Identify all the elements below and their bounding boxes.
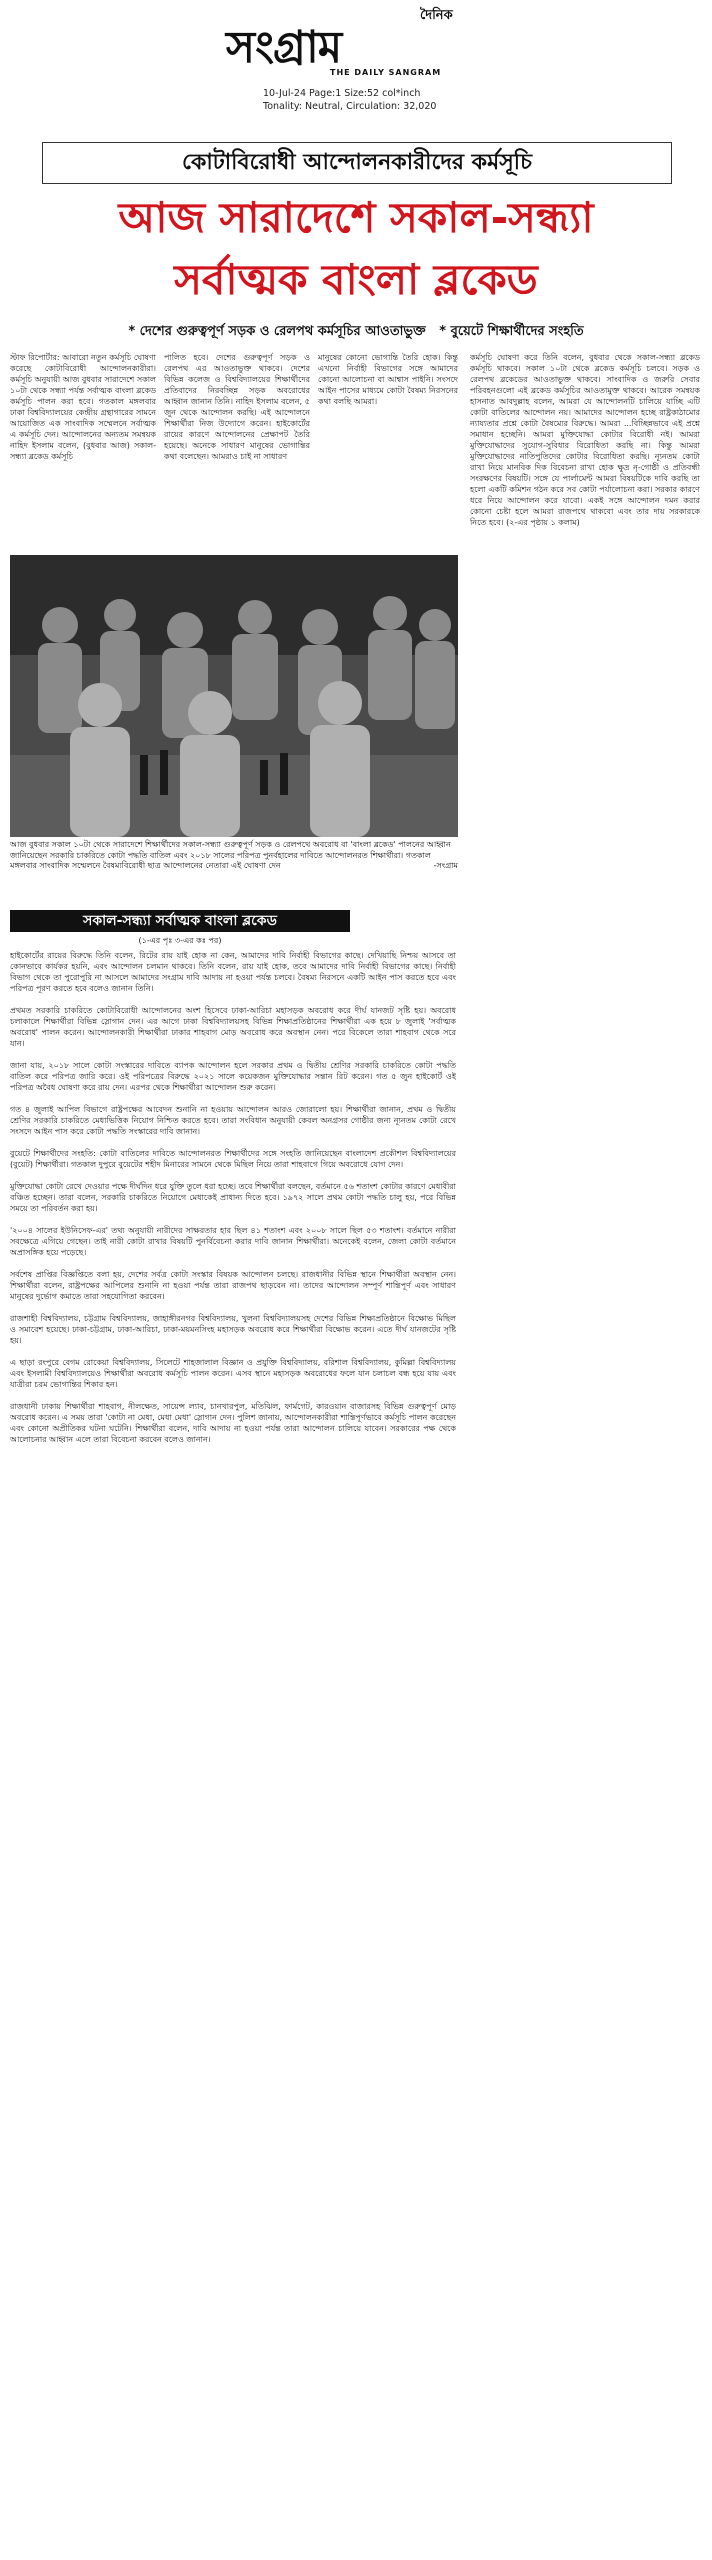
- headline-line-1: আজ সারাদেশে সকাল-সন্ধ্যা: [118, 193, 594, 242]
- continuation-body-text: হাইকোর্টের রায়ের বিরুদ্ধে তিনি বলেন, রিটের রায় যাই হোক না কেন, আমাদের দাবি নির্বাহী বিভাগের কাছে। দেখিয়াছি নিশ্চয় আসবে তা কোনভাবে কার্যকর হয়নি, এবং আন্দোলন চলমান থাকবে। তিনি বলেন, রায় যাই হোক, তবে আমাদের দাবি নির্বাহী বিভাগের কাছে। নির্বাহী বিভাগ থেকে তা পুরোপুরি না আসলে আমাদের সংগ্রাম দাবি আদায় না হওয়া পর্যন্ত চলবে। বৈষম্য নিরসনে একটি আইন পাস করতে হবে এবং পরিপত্র পূরণ করতে হবে বলেও জানান তিনি। প্রথমত সরকারি চাকরিতে কোটাবিরোধী আন্দোলনের অংশ হিসেবে ঢাকা-আরিচা মহাসড়ক অবরোধ করে দীর্ঘ যানজট সৃষ্টি হয়। অবরোধ চলাকালে শিক্ষার্থীরা বিভিন্ন স্লোগান দেন। এর আগে ঢাকা বিশ্ববিদ্যালয়সহ বিভিন্ন শিক্ষাপ্রতিষ্ঠানের শিক্ষার্থীরা এক হয়ে ৮ জুলাই 'সর্বাত্মক অবরোধ' পালন করেন। আন্দোলনকারী শিক্ষার্থীরা ঢাকার শাহবাগ মোড় অবরোধ করে অবস্থান নেন। পরে বিকেলে তারা শাহবাগ থেকে সরে যান। জানা যায়, ২০১৮ সালে কোটা সংস্কারের দাবিতে ব্যাপক আন্দোলন হলে সরকার প্রথম ও দ্বিতীয় শ্রেণির সরকারি চাকরিতে কোটা পদ্ধতি বাতিল করে পরিপত্র জারি করে। ওই পরিপত্রের বিরুদ্ধে ২০২১ সালে কয়েকজন মুক্তিযোদ্ধার সন্তান রিট করেন। গত ৫ জুন হাইকোর্ট ওই পরিপত্র অবৈধ ঘোষণা করে রায় দেন। এরপর থেকে শিক্ষার্থীরা আন্দোলন শুরু করেন। গত ৪ জুলাই আপিল বিভাগে রাষ্ট্রপক্ষের আবেদন শুনানি না হওয়ায় আন্দোলন আরও জোরালো হয়। শিক্ষার্থীরা জানান, প্রথম ও দ্বিতীয় শ্রেণির সরকারি চাকরিতে মেধাভিত্তিক নিয়োগ নিশ্চিত করতে হবে। তারা সংবিধান অনুযায়ী কেবল অনগ্রসর গোষ্ঠীর জন্য ন্যূনতম কোটা রেখে সংসদে আইন পাস করে কোটা পদ্ধতি সংস্কারের দাবি জানান। বুয়েটে শিক্ষার্থীদের সংহতি: কোটা বাতিলের দাবিতে আন্দোলনরত শিক্ষার্থীদের সঙ্গে সংহতি জানিয়েছেন বাংলাদেশ প্রকৌশল বিশ্ববিদ্যালয়ের (বুয়েট) শিক্ষার্থীরা। গতকাল দুপুরে বুয়েটের শহীদ মিনারের সামনে থেকে মিছিল নিয়ে তারা শাহবাগে গিয়ে অবরোধে যোগ দেন। মুক্তিযোদ্ধা কোটা রেখে দেওয়ার পক্ষে দীর্ঘদিন ধরে যুক্তি তুলে ধরা হচ্ছে। তবে শিক্ষার্থীরা বলছেন, বর্তমানে ৫৬ শতাংশ কোটার কারণে মেধাবীরা বঞ্চিত হচ্ছেন। তারা বলেন, সরকারি চাকরিতে নিয়োগে মেধাকেই প্রাধান্য দিতে হবে। ১৯৭২ সালে প্রথম কোটা পদ্ধতি চালু হয়, পরে বিভিন্ন সময়ে তা পরিবর্তন করা হয়। '২০০৪ সালের ইউনিসেফ-এর' তথ্য অনুযায়ী নারীদের সাক্ষরতার হার ছিল ৪১ শতাংশ এবং ২০০৮ সালে ছিল ৫৩ শতাংশ। বর্তমানে নারীরা সবক্ষেত্রে এগিয়ে গেছেন। তাই নারী কোটা রাখার বিষয়টি পুনর্বিবেচনা করার দাবি জানান শিক্ষার্থীরা। অনেকেই বলেন, জেলা কোটা বর্তমানে অপ্রাসঙ্গিক হয়ে পড়েছে। সর্বশেষ প্রাপ্তির বিজ্ঞপ্তিতে বলা হয়, দেশের সর্বত্র কোটা সংস্কার বিষয়ক আন্দোলন চলছে। রাজধানীর বিভিন্ন স্থানে শিক্ষার্থীরা অবস্থান নেন। শিক্ষার্থীরা বলেন, রাষ্ট্রপক্ষের আপিলের শুনানি না হওয়া পর্যন্ত তারা রাজপথ ছাড়বেন না। তাদের আন্দোলন সম্পূর্ণ শান্তিপূর্ণ এবং সাধারণ মানুষের দুর্ভোগ কমাতে তারা সহযোগিতা করবেন। রাজশাহী বিশ্ববিদ্যালয়, চট্টগ্রাম বিশ্ববিদ্যালয়, জাহাঙ্গীরনগর বিশ্ববিদ্যালয়, খুলনা বিশ্ববিদ্যালয়সহ দেশের বিভিন্ন শিক্ষাপ্রতিষ্ঠানে বিক্ষোভ মিছিল ও সমাবেশ হয়েছে। ঢাকা-চট্টগ্রাম, ঢাকা-আরিচা, ঢাকা-ময়মনসিংহ মহাসড়ক অবরোধ করে শিক্ষার্থীরা বিক্ষোভ করেন। এতে দীর্ঘ যানজটের সৃষ্টি হয়। এ ছাড়া রংপুরে বেগম রোকেয়া বিশ্ববিদ্যালয়, সিলেটে শাহজালাল বিজ্ঞান ও প্রযুক্তি বিশ্ববিদ্যালয়, বরিশাল বিশ্ববিদ্যালয়, কুমিল্লা বিশ্ববিদ্যালয় এবং ইসলামী বিশ্ববিদ্যালয়েও শিক্ষার্থীরা অবরোধ কর্মসূচি পালন করেন। এসব স্থানে মহাসড়ক অবরোধের ফলে যান চলাচল বন্ধ হয়ে যায় এবং যাত্রীরা চরম ভোগান্তির শিকার হন। রাজধানী ঢাকায় শিক্ষার্থীরা শাহবাগ, নীলক্ষেত, সায়েন্স ল্যাব, চানখারপুল, মতিঝিল, ফার্মগেট, কারওয়ান বাজারসহ বিভিন্ন গুরুত্বপূর্ণ মোড় অবরোধ করেন। এ সময় তারা 'কোটা না মেধা, মেধা মেধা' স্লোগান দেন। পুলিশ জানায়, আন্দোলনকারীরা শান্তিপূর্ণভাবে কর্মসূচি পালন করেছেন এবং কোনো অপ্রীতিকর ঘটনা ঘটেনি। শিক্ষার্থীরা বলেন, দাবি আদায় না হওয়া পর্যন্ত তারা আন্দোলন চালিয়ে যাবেন। সরকারের পক্ষ থেকে আলোচনার আহ্বান এলে তারা বিবেচনা করবেন বলেও জানান।: [10, 951, 456, 1444]
- clip-meta-line-2: Tonality: Neutral, Circulation: 32,020: [263, 101, 437, 112]
- subhead-1: * দেশের গুরুত্বপূর্ণ সড়ক ও রেলপথ কর্মসূচির আওতাভুক্ত: [128, 324, 426, 339]
- headline-line-2: সর্বাত্মক বাংলা ব্লকেড: [174, 255, 538, 304]
- clip-meta-line-1: 10-Jul-24 Page:1 Size:52 col*inch: [263, 88, 421, 99]
- newspaper-english-name: THE DAILY SANGRAM: [330, 68, 442, 77]
- continuation-body: [10, 950, 456, 2546]
- press-conference-photo: [10, 555, 458, 837]
- photo-illustration: [10, 555, 458, 837]
- subhead: [20, 322, 692, 343]
- newspaper-logo: সংগ্রাম: [226, 22, 342, 73]
- masthead-daily: দৈনিক: [420, 8, 453, 23]
- article-col-2: পালিত হবে। দেশের গুরুত্বপূর্ণ সড়ক ও রেলপথ এর আওতাভুক্ত থাকবে। দেশের বিভিন্ন কলেজ ও বিশ্ববিদ্যালয়ের শিক্ষার্থীদের প্রতিবাদের নিরবচ্ছিন্ন সড়ক অবরোধের আহ্বান জানান তিনি। নাহিদ ইসলাম বলেন, ৫ জুন থেকে আন্দোলন করছি। এই আন্দোলনে শিক্ষার্থীরা নিজ উদ্যোগে করেন। হাইকোর্টের রায়ের কারণে আন্দোলনের প্রেক্ষাপট তৈরি হয়েছে। অনেকে সাধারণ মানুষের ভোগান্তির কথা বলেছেন। আমরাও চাই না সাধারণ: [164, 353, 310, 461]
- article-col-1: স্টাফ রিপোর্টার: আবারো নতুন কর্মসূচি ঘোষণা করেছে কোটাবিরোধী আন্দোলনকারীরা। কর্মসূচি অনুযায়ী আজ বুধবার সারাদেশে সকাল ১০টা থেকে সন্ধ্যা পর্যন্ত সর্বাত্মক বাংলা ব্লকেড কর্মসূচি পালন করা হবে। গতকাল মঙ্গলবার ঢাকা বিশ্ববিদ্যালয়ের কেন্দ্রীয় গ্রন্থাগারের সামনে আয়োজিত এক সাংবাদিক সম্মেলনে সর্বাত্মক এ কর্মসূচি দেন। আন্দোলনের অন্যতম সমন্বয়ক নাহিদ ইসলাম বলেন, (বুধবার আজ) সকাল-সন্ধ্যা ব্লকেড কর্মসূচি: [10, 353, 156, 461]
- photo-caption-text: আজ বুধবার সকাল ১০টা থেকে সারাদেশে শিক্ষার্থীদের সকাল-সন্ধ্যা গুরুত্বপূর্ণ সড়ক ও রেলপথে অবরোধ বা 'বাংলা ব্লকেড' পালনের আহ্বান জানিয়েছেন সরকারি চাকরিতে কোটা পদ্ধতি বাতিল এবং ২০১৮ সালের পরিপত্র পুনর্বহালের দাবিতে আন্দোলনরত শিক্ষার্থীরা। গতকাল মঙ্গলবার সাংবাদিক সম্মেলনে বৈষম্যবিরোধী ছাত্র আন্দোলনের নেতারা এই ঘোষণা দেন: [10, 840, 451, 870]
- continuation-note: (১-এর পৃঃ ৩-এর কঃ পর): [138, 936, 222, 945]
- masthead: [220, 6, 520, 98]
- article-col-3: মানুষের কোনো ভোগান্তি তৈরি হোক। কিন্তু এখনো নির্বাহী বিভাগের সঙ্গে আমাদের কোনো আলোচনা বা আশ্বাস পাইনি। সংসদে আইন পাসের মাধ্যমে কোটা বৈষম্য নিরসনের কথা বলছি আমরা।: [318, 353, 458, 406]
- kicker: কোটাবিরোধী আন্দোলনকারীদের কর্মসূচি: [42, 142, 672, 184]
- continuation-title: সকাল-সন্ধ্যা সর্বাত্মক বাংলা ব্লকেড: [10, 910, 350, 932]
- photo-credit: -সংগ্রাম: [433, 861, 458, 870]
- article-right-column: কর্মসূচি ঘোষণা করে তিনি বলেন, বুধবার থেকে সকাল-সন্ধ্যা ব্লকেড কর্মসূচি থাকবে। সকাল ১০টা থেকে ব্লকেড কর্মসূচি চলবে। সড়ক ও রেলপথ ব্লকেডের আওতাভুক্ত থাকবে। সাংবাদিক ও জরুরি সেবার পরিবহনগুলো এই ব্লকেড কর্মসূচির আওতামুক্ত থাকবে। আরেক সমন্বয়ক হাসনাত আবদুল্লাহ বলেন, আমরা যে আন্দোলনটি চালিয়ে যাচ্ছি এটি কোটা বাতিলের আন্দোলন নয়। আমাদের আন্দোলন হচ্ছে রাষ্ট্রকাঠামোর ন্যায্যতার প্রশ্নে কোটা বৈষম্যের বিরুদ্ধে। আমরা ...বিচ্ছিন্নভাবে এই প্রশ্নে সমাধান হচ্ছেনি। আমরা মুক্তিযোদ্ধা কোটার বিরোধী নই। আমরা মুক্তিযোদ্ধাদের সুযোগ-সুবিধার বিরোধিতা করছি না। কিন্তু আমরা মুক্তিযোদ্ধাদের নাতিপুতিদের কোটার বিরোধিতা করছি। ন্যূনতম কোটা রাখা নিয়ে মানবিক দিক বিবেচনা রাখা হোক ক্ষুদ্র নৃ-গোষ্ঠী ও প্রতিবন্ধী সংরক্ষণের বিষয়টি। সঙ্গে যে পার্লামেন্ট আমরা বিষয়টিকে দাবি করছি তা হলো একটি কমিশন গঠন করে সব কোটা পর্যালোচনা করা। সরকার কারণে ধরে নিয়ে আন্দোলন করে যাবো। একই সঙ্গে আন্দোলন দমন করার কোনো চেষ্টা হলে আমরা রাজপথে থাকবো এবং তার দায় সরকারকে নিতে হবে। (২-এর পৃষ্ঠায় ১ কলাম): [470, 353, 700, 527]
- subhead-2: * বুয়েটে শিক্ষার্থীদের সংহতি: [439, 324, 584, 339]
- photo-caption: [10, 840, 458, 872]
